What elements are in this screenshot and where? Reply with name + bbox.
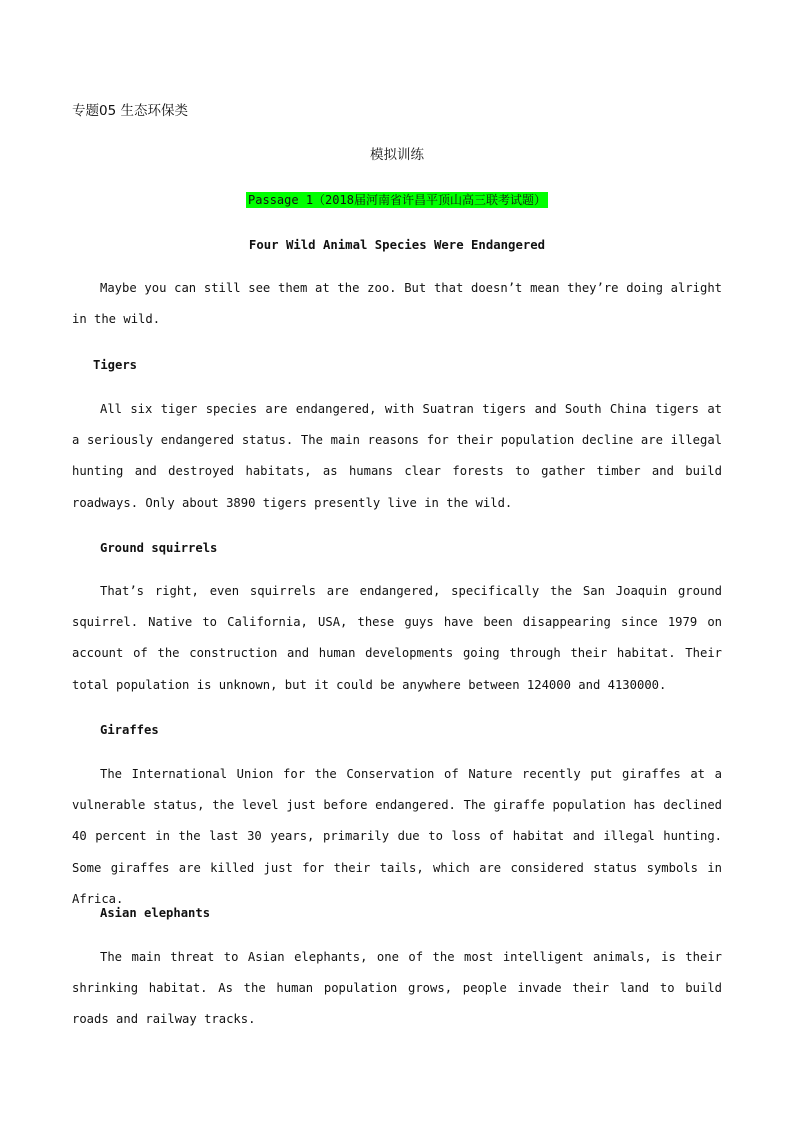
article-title: Four Wild Animal Species Were Endangered	[248, 238, 546, 252]
section-body-asian-elephants: The main threat to Asian elephants, one of the most intelligent animals, is their shrinking habitat. As the human population grows, people invade their land to build roads and railway tracks.	[72, 950, 722, 1027]
section-title: 模拟训练	[370, 147, 424, 163]
section-heading-ground-squirrels: Ground squirrels	[100, 541, 218, 555]
section-heading-giraffes: Giraffes	[100, 723, 159, 737]
topic-title: 专题05 生态环保类	[72, 103, 188, 119]
section-body-giraffes: The International Union for the Conservation of Nature recently put giraffes at a vulnerable status, the level just before endangered. The giraffe population has declined 40 percent in the last 30 years, primarily due to loss of habitat and illegal hunting. Some giraffes are killed just for their tails, which are considered status symbols in Africa.	[72, 767, 722, 906]
section-body-ground-squirrels: That’s right, even squirrels are endangered, specifically the San Joaquin ground squirrel. Native to California, USA, these guys have been disappearing since 1979 on account of the construction and human developments going through their habitat. Their total population is unknown, but it could be anywhere between 124000 and 4130000.	[72, 584, 722, 692]
section-heading-tigers: Tigers	[93, 358, 138, 372]
section-body-tigers: All six tiger species are endangered, with Suatran tigers and South China tigers at a seriously endangered status. The main reasons for their population decline are illegal hunting and destroyed habitats, as humans clear forests to gather timber and build roadways. Only about 3890 tigers presently live in the wild.	[72, 402, 722, 510]
passage-source-line	[0, 191, 794, 209]
section-heading-asian-elephants: Asian elephants	[100, 906, 211, 920]
intro-paragraph: Maybe you can still see them at the zoo. But that doesn’t mean they’re doing alright in the wild.	[72, 281, 722, 327]
passage-tag: Passage 1（2018届河南省许昌平顶山高三联考试题）	[248, 193, 546, 207]
